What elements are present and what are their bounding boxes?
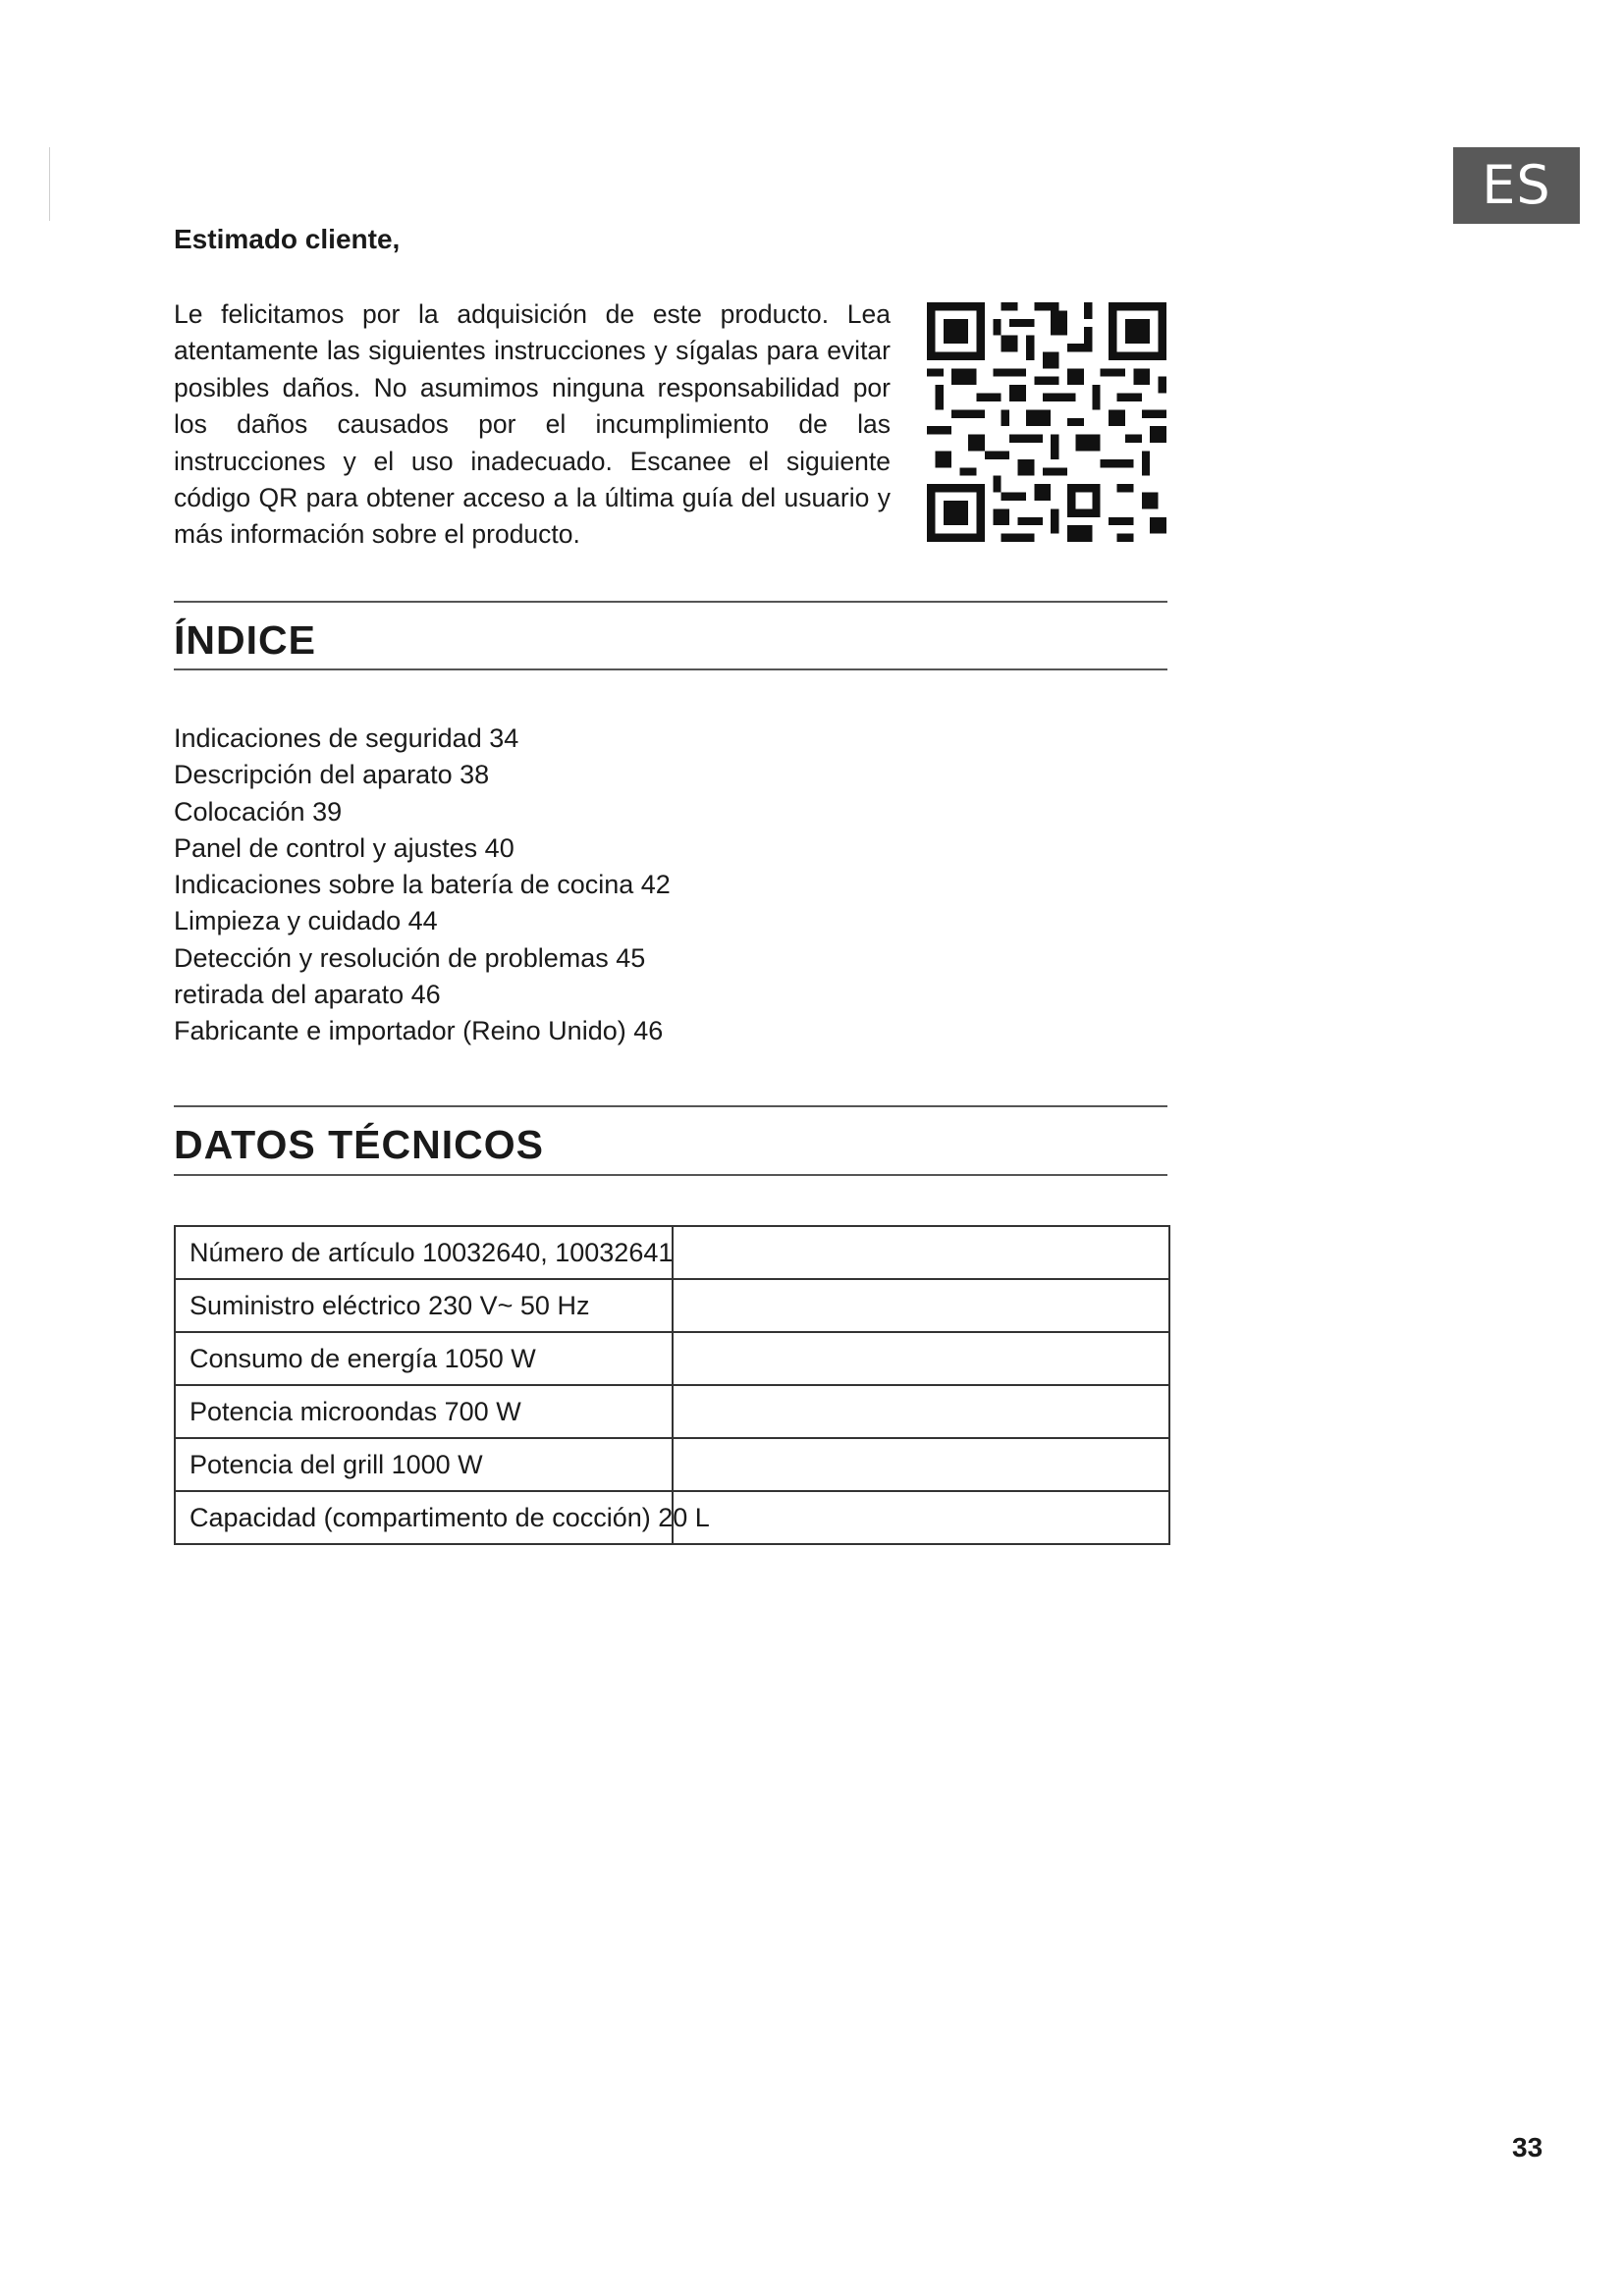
greeting: Estimado cliente, (174, 224, 401, 254)
spec-cell: Consumo de energía 1050 W (175, 1332, 673, 1385)
spec-cell: Potencia del grill 1000 W (175, 1438, 673, 1491)
index-rule-bottom (174, 668, 1167, 670)
table-of-contents (174, 721, 671, 1050)
toc-item: Indicaciones de seguridad 34 (174, 723, 519, 753)
spec-empty-cell (673, 1438, 1169, 1491)
spec-cell: Potencia microondas 700 W (175, 1385, 673, 1438)
margin-line (49, 147, 50, 221)
spec-empty-cell (673, 1226, 1169, 1279)
page-number: 33 (1512, 2132, 1543, 2163)
table-row (175, 1226, 1169, 1279)
index-rule-top (174, 601, 1167, 603)
spec-cell: Capacidad (compartimento de cocción) 20 L (175, 1491, 673, 1544)
toc-item: Detección y resolución de problemas 45 (174, 942, 646, 973)
toc-item: Indicaciones sobre la batería de cocina 42 (174, 870, 671, 900)
spec-empty-cell (673, 1491, 1169, 1544)
qr-code-icon (927, 302, 1166, 542)
table-row (175, 1279, 1169, 1332)
spec-cell: Suministro eléctrico 230 V~ 50 Hz (175, 1279, 673, 1332)
spec-cell: Número de artículo 10032640, 10032641 (175, 1226, 673, 1279)
toc-item: retirada del aparato 46 (174, 980, 441, 1010)
tech-rule-bottom (174, 1174, 1167, 1176)
language-tab: ES (1453, 147, 1580, 224)
technical-data-table (174, 1225, 1170, 1545)
index-title: ÍNDICE (174, 617, 316, 663)
toc-item: Colocación 39 (174, 796, 343, 827)
table-row (175, 1491, 1169, 1544)
toc-item: Panel de control y ajustes 40 (174, 832, 514, 863)
technical-data-title: DATOS TÉCNICOS (174, 1122, 544, 1167)
tech-rule-top (174, 1105, 1167, 1107)
table-row (175, 1438, 1169, 1491)
toc-item: Descripción del aparato 38 (174, 760, 490, 790)
spec-empty-cell (673, 1279, 1169, 1332)
intro-paragraph: Le felicitamos por la adquisición de este producto. Lea atentamente las siguientes instrucciones y sígalas para evitar posibles daños. No asumimos ninguna responsabilidad por los daños causados por el incumplimiento de las instrucciones y el uso inadecuado. Escanee el siguiente código QR para obtener acceso a la última guía del usuario y más información sobre el producto. (174, 299, 891, 550)
toc-item: Fabricante e importador (Reino Unido) 46 (174, 1016, 664, 1046)
spec-empty-cell (673, 1385, 1169, 1438)
table-row (175, 1332, 1169, 1385)
toc-item: Limpieza y cuidado 44 (174, 906, 438, 936)
table-row (175, 1385, 1169, 1438)
spec-empty-cell (673, 1332, 1169, 1385)
